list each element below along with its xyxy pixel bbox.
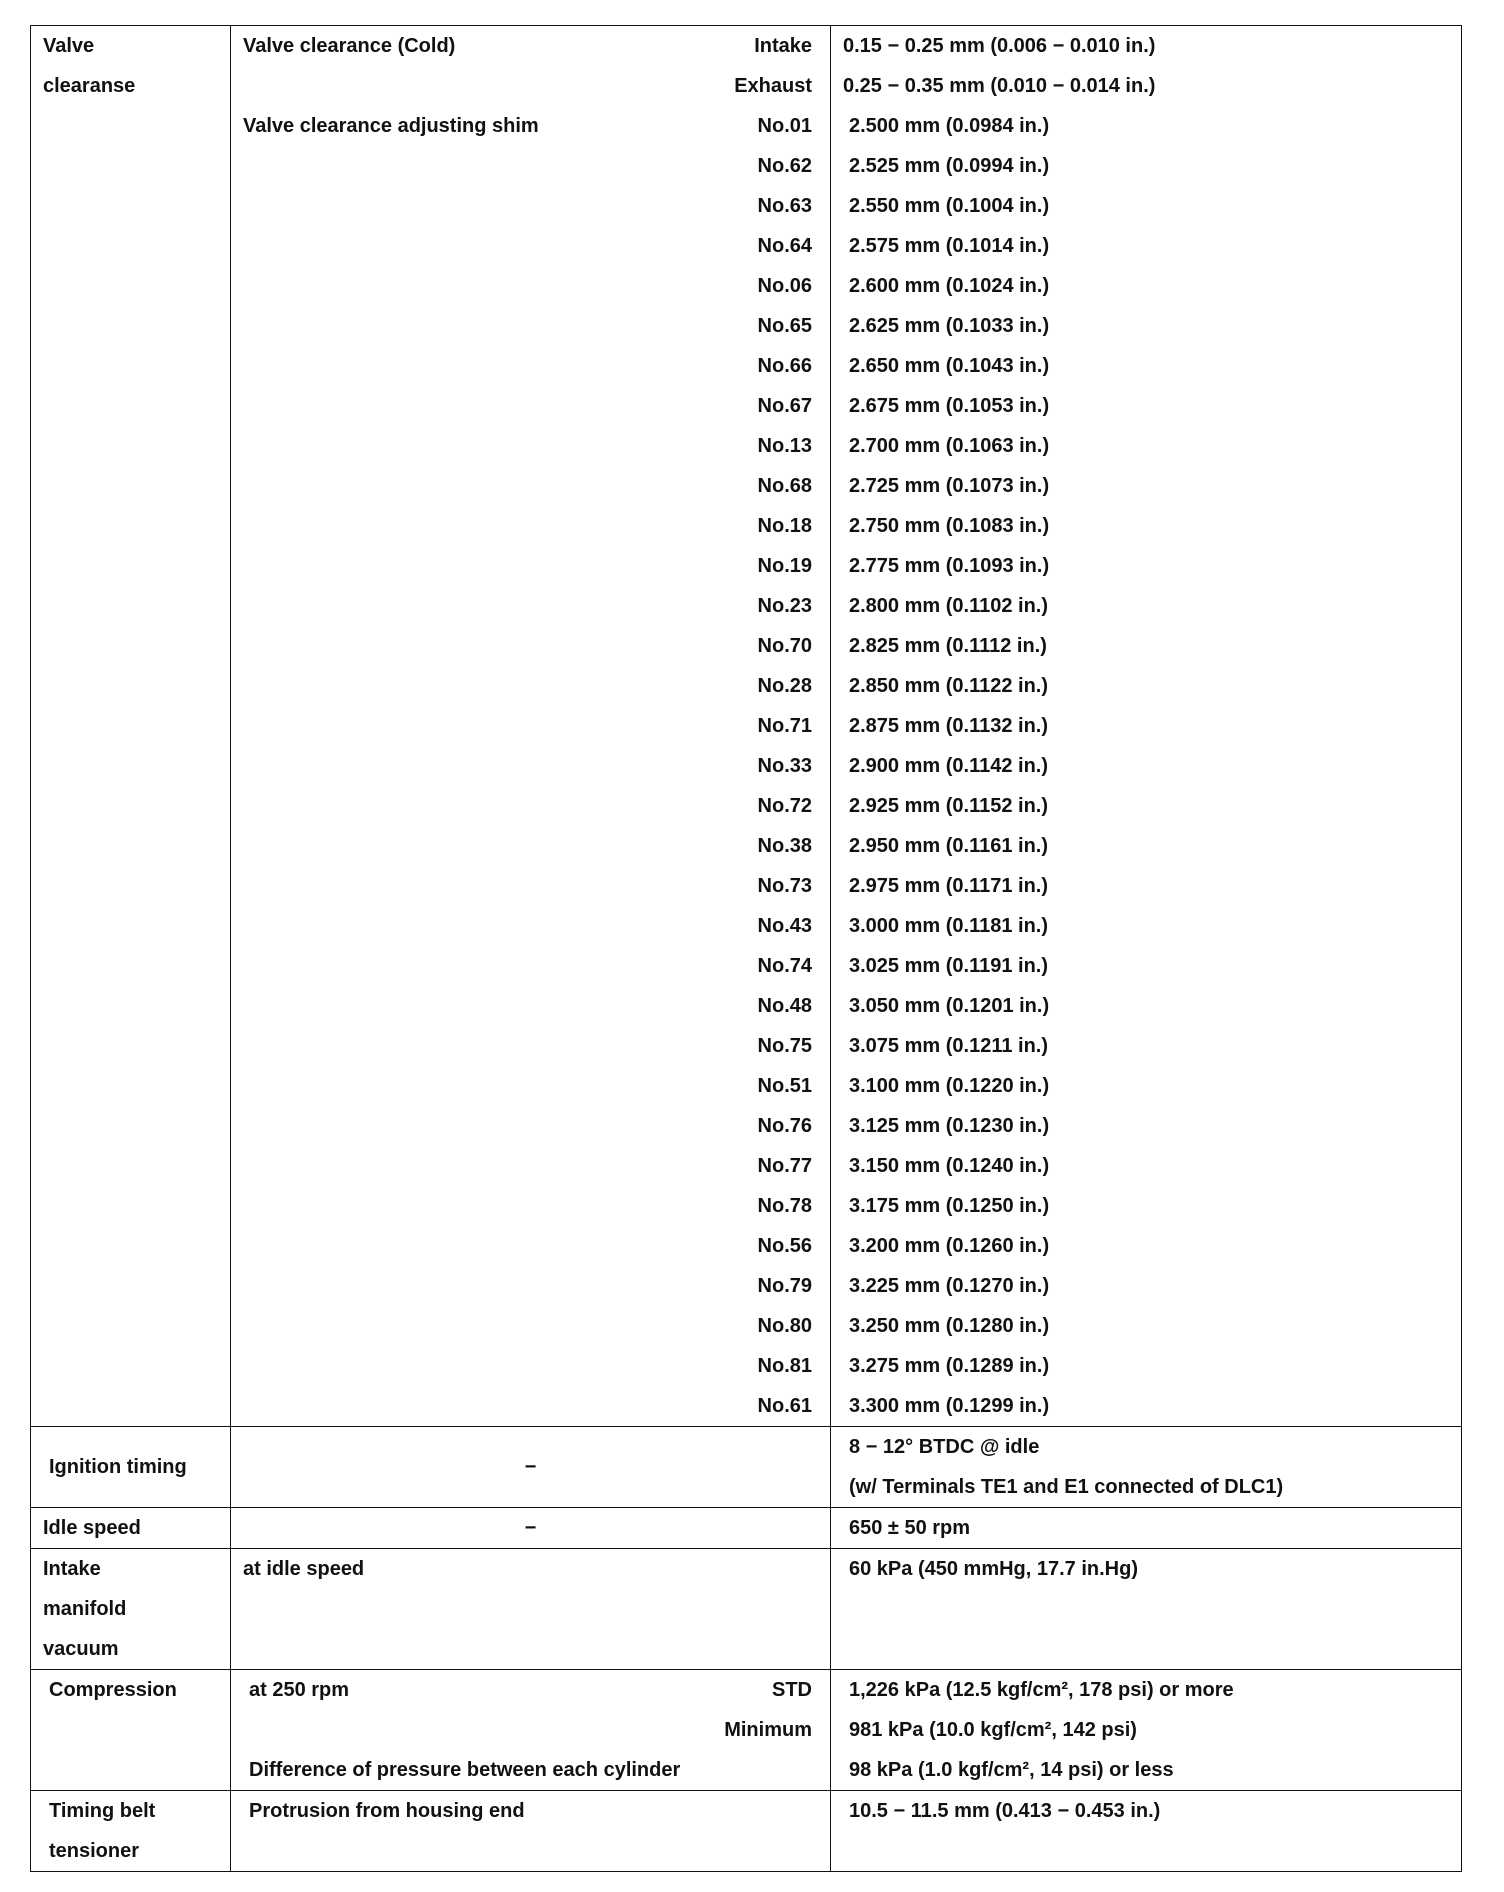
shim-value: 2.575 mm (0.1014 in.) <box>849 235 1050 257</box>
compression-value-cell <box>831 1670 1462 1791</box>
tensioner-label-line2: tensioner <box>49 1840 140 1862</box>
row-ignition-timing <box>31 1427 1462 1508</box>
tensioner-condition-cell <box>231 1791 831 1872</box>
shim-label: Valve clearance adjusting shim <box>243 115 539 137</box>
idle-speed-value-cell <box>831 1508 1462 1549</box>
shim-no: No.66 <box>757 355 812 377</box>
ignition-timing-value-cell <box>831 1427 1462 1508</box>
shim-value: 3.250 mm (0.1280 in.) <box>849 1315 1050 1337</box>
tensioner-value-cell <box>831 1791 1462 1872</box>
shim-value: 3.225 mm (0.1270 in.) <box>849 1275 1050 1297</box>
vacuum-value: 60 kPa (450 mmHg, 17.7 in.Hg) <box>849 1558 1139 1580</box>
shim-no: No.19 <box>757 555 812 577</box>
row-intake-manifold-vacuum <box>31 1549 1462 1670</box>
valve-clearance-condition-cell <box>231 26 831 1427</box>
valve-clearance-value-cell <box>831 26 1462 1427</box>
ignition-timing-condition-cell <box>231 1427 831 1508</box>
shim-no: No.13 <box>757 435 812 457</box>
compression-condition-cell <box>231 1670 831 1791</box>
shim-no: No.71 <box>757 715 812 737</box>
valve-clearance-label-line2: clearanse <box>43 75 136 97</box>
shim-value: 2.825 mm (0.1112 in.) <box>849 635 1047 657</box>
intake-value: 0.15 − 0.25 mm (0.006 − 0.010 in.) <box>843 35 1156 57</box>
row-idle-speed <box>31 1508 1462 1549</box>
tensioner-value: 10.5 − 11.5 mm (0.413 − 0.453 in.) <box>849 1800 1161 1822</box>
vacuum-label-line3: vacuum <box>43 1638 119 1660</box>
compression-min-label: Minimum <box>724 1719 812 1741</box>
shim-number-list <box>231 146 830 1426</box>
idle-speed-condition: − <box>524 1517 537 1539</box>
tensioner-label-line1: Timing belt <box>49 1800 156 1822</box>
shim-no: No.64 <box>757 235 812 257</box>
shim-no: No.72 <box>757 795 812 817</box>
row-compression <box>31 1670 1462 1791</box>
shim-value: 2.550 mm (0.1004 in.) <box>849 195 1050 217</box>
compression-diff-label: Difference of pressure between each cylinder <box>249 1759 681 1781</box>
shim-no: No.73 <box>757 875 812 897</box>
shim-value: 3.125 mm (0.1230 in.) <box>849 1115 1050 1137</box>
exhaust-value: 0.25 − 0.35 mm (0.010 − 0.014 in.) <box>843 75 1156 97</box>
exhaust-label: Exhaust <box>734 75 812 97</box>
shim-value: 3.150 mm (0.1240 in.) <box>849 1155 1050 1177</box>
vacuum-condition-cell <box>231 1549 831 1670</box>
vacuum-label-line1: Intake <box>43 1558 101 1580</box>
tensioner-condition: Protrusion from housing end <box>249 1800 525 1822</box>
shim-value: 2.950 mm (0.1161 in.) <box>849 835 1049 857</box>
shim-value: 2.875 mm (0.1132 in.) <box>849 715 1049 737</box>
shim-value: 2.775 mm (0.1093 in.) <box>849 555 1050 577</box>
shim-value: 3.200 mm (0.1260 in.) <box>849 1235 1050 1257</box>
compression-std-value: 1,226 kPa (12.5 kgf/cm², 178 psi) or more <box>849 1679 1234 1701</box>
idle-speed-label: Idle speed <box>43 1517 141 1539</box>
valve-clearance-label-line1: Valve <box>43 35 95 57</box>
compression-std-row <box>231 1670 830 1710</box>
shim-no: No.65 <box>757 315 812 337</box>
vacuum-label-cell <box>31 1549 231 1670</box>
shim-no: No.77 <box>757 1155 812 1177</box>
shim-value-list <box>831 106 1461 1426</box>
row-valve-clearance <box>31 26 1462 1427</box>
compression-condition: at 250 rpm <box>249 1679 350 1701</box>
shim-no: No.68 <box>757 475 812 497</box>
ignition-timing-label-cell <box>31 1427 231 1508</box>
row-timing-belt-tensioner <box>31 1791 1462 1872</box>
shim-no: No.80 <box>757 1315 812 1337</box>
compression-label-cell <box>31 1670 231 1791</box>
shim-value: 3.275 mm (0.1289 in.) <box>849 1355 1050 1377</box>
idle-speed-condition-cell <box>231 1508 831 1549</box>
shim-value: 2.925 mm (0.1152 in.) <box>849 795 1049 817</box>
shim-value: 3.300 mm (0.1299 in.) <box>849 1395 1050 1417</box>
shim-no: No.74 <box>757 955 812 977</box>
shim-no: No.79 <box>757 1275 812 1297</box>
shim-no: No.67 <box>757 395 812 417</box>
shim-no: No.75 <box>757 1035 812 1057</box>
shim-no: No.28 <box>757 675 812 697</box>
vacuum-condition: at idle speed <box>243 1558 365 1580</box>
shim-first-row <box>231 106 830 146</box>
shim-value: 2.975 mm (0.1171 in.) <box>849 875 1049 897</box>
ignition-timing-condition: − <box>524 1456 537 1478</box>
shim-value: 3.025 mm (0.1191 in.) <box>849 955 1049 977</box>
shim-value: 2.650 mm (0.1043 in.) <box>849 355 1050 377</box>
shim-value: 2.800 mm (0.1102 in.) <box>849 595 1049 617</box>
intake-label: Intake <box>754 35 812 57</box>
ignition-timing-value-line2: (w/ Terminals TE1 and E1 connected of DLC1) <box>849 1476 1284 1498</box>
ignition-timing-label: Ignition timing <box>49 1456 187 1478</box>
shim-no: No.43 <box>757 915 812 937</box>
shim-no: No.23 <box>757 595 812 617</box>
shim-no: No.78 <box>757 1195 812 1217</box>
specification-table <box>30 25 1462 1872</box>
shim-no: No.06 <box>757 275 812 297</box>
shim-no: No.62 <box>757 155 812 177</box>
shim-no: No.56 <box>757 1235 812 1257</box>
shim-value: 2.850 mm (0.1122 in.) <box>849 675 1049 697</box>
shim-value: 3.075 mm (0.1211 in.) <box>849 1035 1049 1057</box>
shim-value: 2.525 mm (0.0994 in.) <box>849 155 1050 177</box>
shim-no: No.70 <box>757 635 812 657</box>
shim-value: 3.175 mm (0.1250 in.) <box>849 1195 1050 1217</box>
compression-min-value: 981 kPa (10.0 kgf/cm², 142 psi) <box>849 1719 1137 1741</box>
shim-value: 2.500 mm (0.0984 in.) <box>849 115 1050 137</box>
shim-value: 3.100 mm (0.1220 in.) <box>849 1075 1050 1097</box>
shim-no: No.38 <box>757 835 812 857</box>
idle-speed-label-cell <box>31 1508 231 1549</box>
shim-value: 2.700 mm (0.1063 in.) <box>849 435 1050 457</box>
shim-no: No.61 <box>757 1395 812 1417</box>
shim-value: 2.725 mm (0.1073 in.) <box>849 475 1050 497</box>
shim-value: 2.675 mm (0.1053 in.) <box>849 395 1050 417</box>
shim-no: No.01 <box>757 115 812 137</box>
shim-value: 3.050 mm (0.1201 in.) <box>849 995 1050 1017</box>
compression-label: Compression <box>49 1679 177 1701</box>
compression-std-label: STD <box>772 1679 812 1701</box>
shim-value: 2.750 mm (0.1083 in.) <box>849 515 1050 537</box>
ignition-timing-value-line1: 8 − 12° BTDC @ idle <box>849 1436 1040 1458</box>
tensioner-label-cell <box>31 1791 231 1872</box>
cold-label: Valve clearance (Cold) <box>243 35 456 57</box>
shim-no: No.81 <box>757 1355 812 1377</box>
shim-value: 2.600 mm (0.1024 in.) <box>849 275 1050 297</box>
shim-no: No.18 <box>757 515 812 537</box>
valve-clearance-label-cell <box>31 26 231 1427</box>
shim-no: No.33 <box>757 755 812 777</box>
shim-value: 2.625 mm (0.1033 in.) <box>849 315 1050 337</box>
shim-value: 3.000 mm (0.1181 in.) <box>849 915 1049 937</box>
compression-diff-value: 98 kPa (1.0 kgf/cm², 14 psi) or less <box>849 1759 1174 1781</box>
shim-no: No.63 <box>757 195 812 217</box>
shim-no: No.51 <box>757 1075 812 1097</box>
idle-speed-value: 650 ± 50 rpm <box>849 1517 971 1539</box>
cold-intake-row <box>231 26 830 66</box>
vacuum-value-cell <box>831 1549 1462 1670</box>
shim-no: No.76 <box>757 1115 812 1137</box>
shim-value: 2.900 mm (0.1142 in.) <box>849 755 1049 777</box>
vacuum-label-line2: manifold <box>43 1598 127 1620</box>
shim-no: No.48 <box>757 995 812 1017</box>
